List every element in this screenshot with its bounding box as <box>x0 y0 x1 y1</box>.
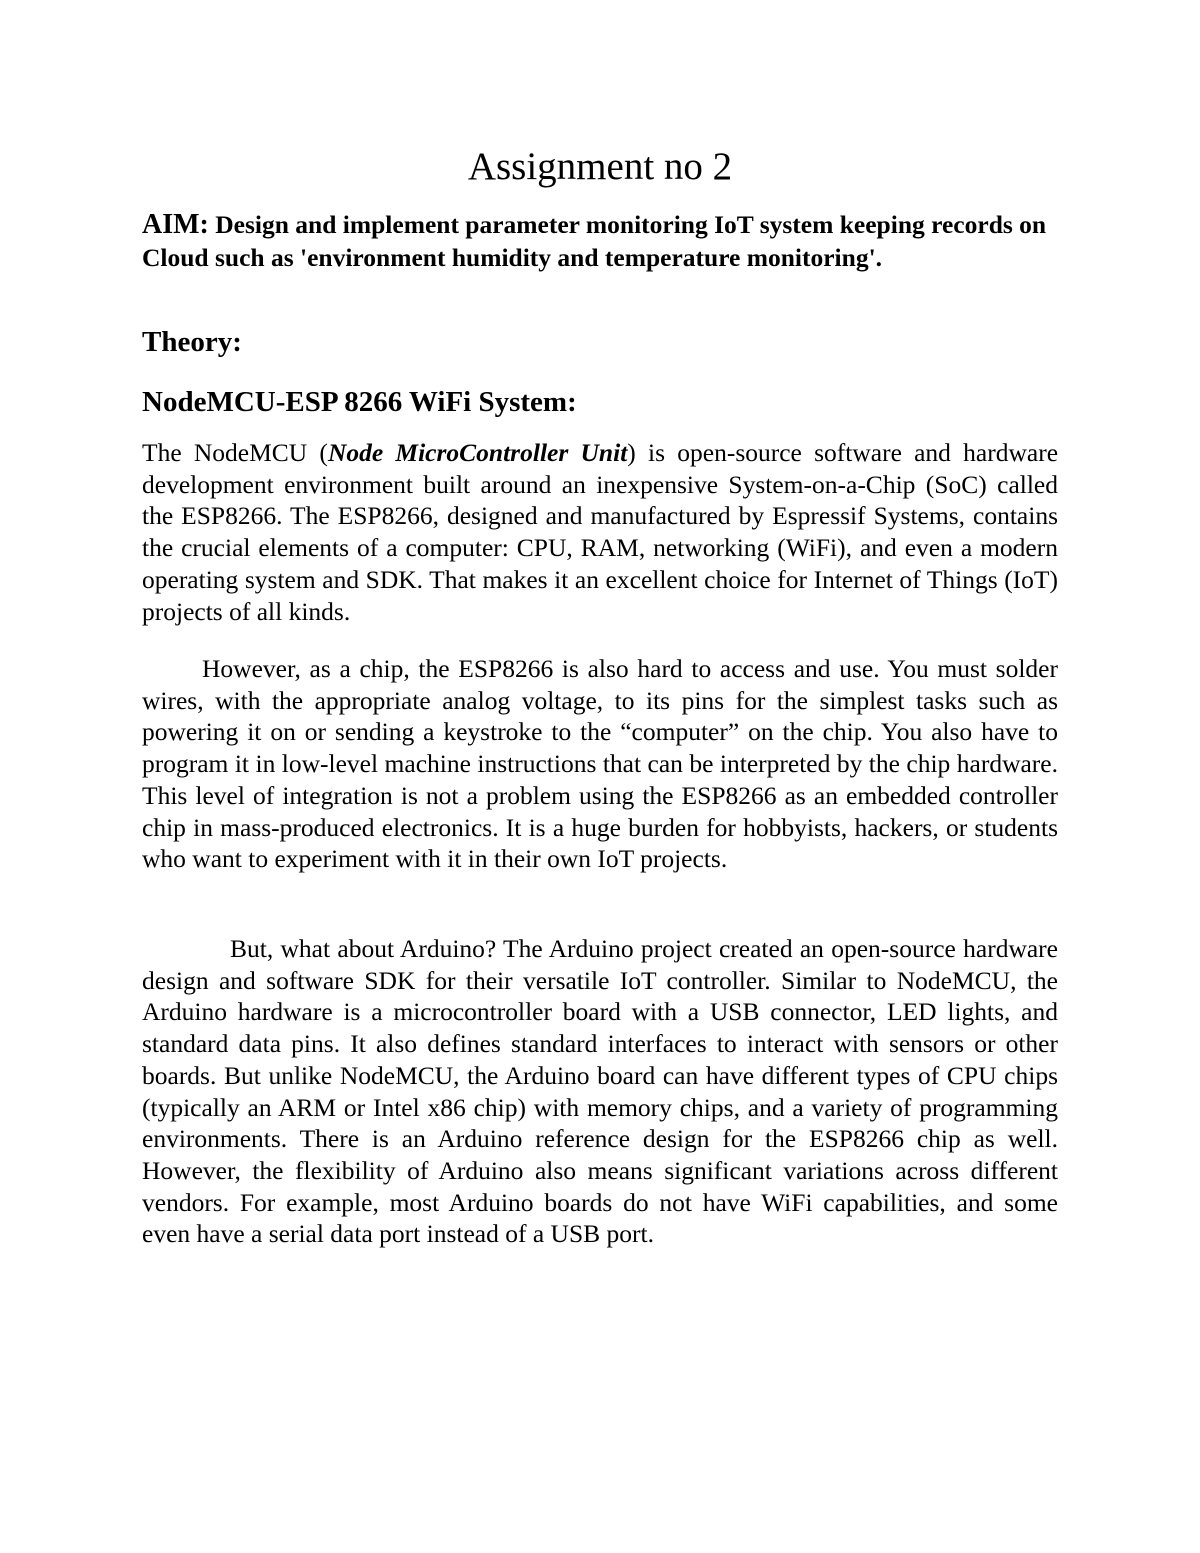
aim-statement <box>142 208 1058 274</box>
document-title: Assignment no 2 <box>467 145 733 188</box>
term-node: Node <box>327 438 384 467</box>
term-microcontroller: MicroController <box>395 438 569 467</box>
term-unit: Unit <box>580 438 628 467</box>
theory-heading: Theory: <box>142 326 242 358</box>
paragraph-arduino: But, what about Arduino? The Arduino project created an open-source hardware design and software SDK for their versatile IoT controller. Similar to NodeMCU, the Arduino hardware is a microcontroller board with a USB connector, LED lights, and standard data pins. It also defines standard interfaces to interact with sensors or other boards. But unlike NodeMCU, the Arduino board can have different types of CPU chips (typically an ARM or Intel x86 chip) with memory chips, and a variety of programming environments. There is an Arduino reference design for the ESP8266 chip as well. However, the flexibility of Arduino also means significant variations across different vendors. For example, most Arduino boards do not have WiFi capabilities, and some even have a serial data port instead of a USB port. <box>142 934 1058 1249</box>
paragraph-nodemcu-intro <box>142 437 1058 627</box>
aim-label: AIM: <box>142 209 209 240</box>
paragraph-lead: The NodeMCU ( <box>142 438 328 467</box>
aim-text: Design and implement parameter monitoring IoT system keeping records on Cloud such as 'environment humidity and temperature monitoring'. <box>142 210 1047 272</box>
section-heading: NodeMCU-ESP 8266 WiFi System: <box>142 386 577 418</box>
paragraph-esp8266-difficulty: However, as a chip, the ESP8266 is also hard to access and use. You must solder wires, with the appropriate analog voltage, to its pins for the simplest tasks such as powering it on or sending a keystroke to the “computer” on the chip. You also have to program it in low-level machine instructions that can be interpreted by the chip hardware. This level of integration is not a problem using the ESP8266 as an embedded controller chip in mass-produced electronics. It is a huge burden for hobbyists, hackers, or students who want to experiment with it in their own IoT projects. <box>142 654 1058 874</box>
paragraph-rest: ) is open-source software and hardware development environment built around an inexpensive System-on-a-Chip (SoC) called the ESP8266. The ESP8266, designed and manufactured by Espressif Systems, contains the crucial elements of a computer: CPU, RAM, networking (WiFi), and even a modern operating system and SDK. That makes it an excellent choice for Internet of Things (IoT) projects of all kinds. <box>142 438 1059 626</box>
